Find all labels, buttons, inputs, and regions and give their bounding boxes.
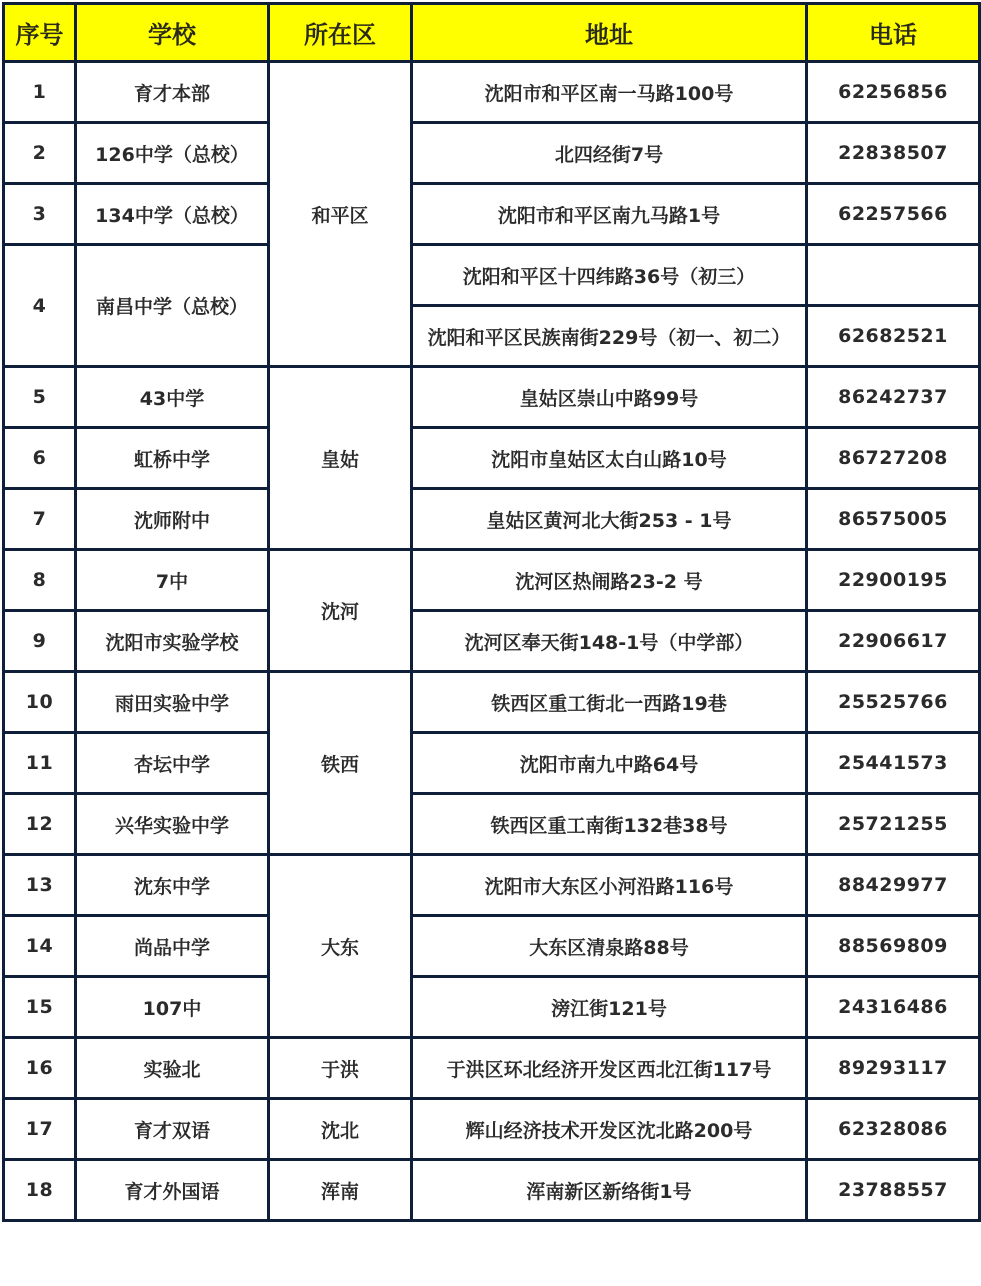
header-district: 所在区 [269, 4, 412, 62]
row-phone: 24316486 [807, 977, 980, 1038]
row-no: 12 [4, 794, 76, 855]
row-school: 7中 [76, 550, 269, 611]
row-phone: 25441573 [807, 733, 980, 794]
row-phone: 88569809 [807, 916, 980, 977]
header-address: 地址 [412, 4, 807, 62]
row-no: 4 [4, 245, 76, 367]
row-school: 43中学 [76, 367, 269, 428]
row-school: 沈师附中 [76, 489, 269, 550]
row-no: 5 [4, 367, 76, 428]
row-school: 沈阳市实验学校 [76, 611, 269, 672]
row-school: 134中学（总校） [76, 184, 269, 245]
row-no: 1 [4, 62, 76, 123]
row-phone: 86575005 [807, 489, 980, 550]
row-district: 皇姑 [269, 367, 412, 550]
table-row [4, 62, 980, 123]
row-phone: 62256856 [807, 62, 980, 123]
row-district: 沈北 [269, 1099, 412, 1160]
row-district: 和平区 [269, 62, 412, 367]
row-no: 7 [4, 489, 76, 550]
header-row [4, 4, 980, 62]
row-school: 育才本部 [76, 62, 269, 123]
row-address: 沈河区奉天街148-1号（中学部） [412, 611, 807, 672]
row-no: 18 [4, 1160, 76, 1221]
row-address: 辉山经济技术开发区沈北路200号 [412, 1099, 807, 1160]
row-school: 育才双语 [76, 1099, 269, 1160]
row-phone: 62328086 [807, 1099, 980, 1160]
table-row [4, 489, 980, 550]
row-phone [807, 245, 980, 306]
row-no: 11 [4, 733, 76, 794]
row-district: 于洪 [269, 1038, 412, 1099]
row-address: 滂江街121号 [412, 977, 807, 1038]
table-row [4, 916, 980, 977]
row-address: 沈阳市大东区小河沿路116号 [412, 855, 807, 916]
table-row [4, 428, 980, 489]
row-phone: 86727208 [807, 428, 980, 489]
table-row [4, 1038, 980, 1099]
table-row [4, 977, 980, 1038]
row-no: 13 [4, 855, 76, 916]
row-no: 17 [4, 1099, 76, 1160]
row-no: 15 [4, 977, 76, 1038]
row-phone-secondary: 62682521 [807, 306, 980, 367]
row-phone: 86242737 [807, 367, 980, 428]
row-district: 浑南 [269, 1160, 412, 1221]
row-address: 沈河区热闹路23-2 号 [412, 550, 807, 611]
row-district: 沈河 [269, 550, 412, 672]
row-address: 沈阳市和平区南九马路1号 [412, 184, 807, 245]
table-row [4, 367, 980, 428]
row-no: 9 [4, 611, 76, 672]
row-address: 铁西区重工街北一西路19巷 [412, 672, 807, 733]
row-district: 铁西 [269, 672, 412, 855]
table-row [4, 855, 980, 916]
table-row [4, 733, 980, 794]
row-phone: 22900195 [807, 550, 980, 611]
table-row [4, 123, 980, 184]
row-no: 16 [4, 1038, 76, 1099]
row-address-secondary: 沈阳和平区民族南街229号（初一、初二） [412, 306, 807, 367]
row-school: 育才外国语 [76, 1160, 269, 1221]
row-address: 沈阳市和平区南一马路100号 [412, 62, 807, 123]
table-row [4, 1099, 980, 1160]
table-row [4, 611, 980, 672]
row-phone: 89293117 [807, 1038, 980, 1099]
row-phone: 22838507 [807, 123, 980, 184]
row-district: 大东 [269, 855, 412, 1038]
table-row [4, 184, 980, 245]
row-school: 沈东中学 [76, 855, 269, 916]
row-phone: 22906617 [807, 611, 980, 672]
row-no: 3 [4, 184, 76, 245]
table-row [4, 550, 980, 611]
row-school: 杏坛中学 [76, 733, 269, 794]
row-no: 10 [4, 672, 76, 733]
header-school: 学校 [76, 4, 269, 62]
table-row [4, 794, 980, 855]
row-address: 沈阳和平区十四纬路36号（初三） [412, 245, 807, 306]
row-no: 2 [4, 123, 76, 184]
row-address: 于洪区环北经济开发区西北江街117号 [412, 1038, 807, 1099]
row-phone: 25525766 [807, 672, 980, 733]
row-address: 皇姑区黄河北大街253 - 1号 [412, 489, 807, 550]
row-school: 尚品中学 [76, 916, 269, 977]
row-address: 铁西区重工南街132巷38号 [412, 794, 807, 855]
row-no: 8 [4, 550, 76, 611]
row-phone: 25721255 [807, 794, 980, 855]
row-phone: 88429977 [807, 855, 980, 916]
row-address: 沈阳市皇姑区太白山路10号 [412, 428, 807, 489]
row-address: 大东区清泉路88号 [412, 916, 807, 977]
table-row [4, 672, 980, 733]
row-school: 126中学（总校） [76, 123, 269, 184]
row-address: 浑南新区新络街1号 [412, 1160, 807, 1221]
header-phone: 电话 [807, 4, 980, 62]
row-phone: 62257566 [807, 184, 980, 245]
row-school: 兴华实验中学 [76, 794, 269, 855]
row-school: 虹桥中学 [76, 428, 269, 489]
row-no: 14 [4, 916, 76, 977]
row-phone: 23788557 [807, 1160, 980, 1221]
row-address: 皇姑区崇山中路99号 [412, 367, 807, 428]
row-no: 6 [4, 428, 76, 489]
row-school: 雨田实验中学 [76, 672, 269, 733]
table-row [4, 1160, 980, 1221]
schools-table [2, 2, 981, 1222]
row-school: 107中 [76, 977, 269, 1038]
row-school: 南昌中学（总校） [76, 245, 269, 367]
row-address: 沈阳市南九中路64号 [412, 733, 807, 794]
row-address: 北四经街7号 [412, 123, 807, 184]
header-no: 序号 [4, 4, 76, 62]
row-school: 实验北 [76, 1038, 269, 1099]
table-row [4, 245, 980, 306]
